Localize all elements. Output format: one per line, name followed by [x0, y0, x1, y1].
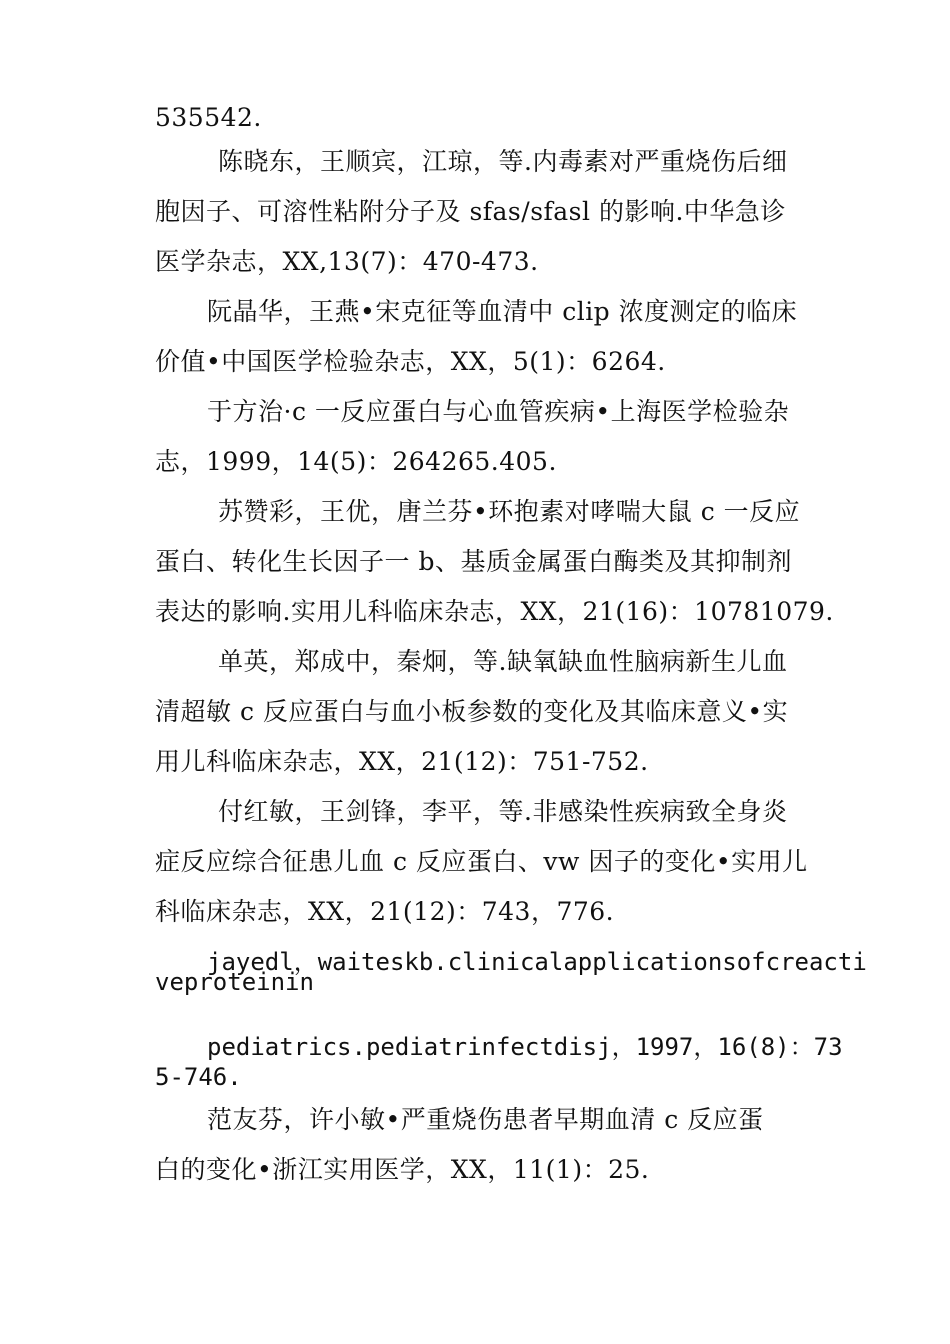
- reference-line: 苏赞彩，王优，唐兰芬•环抱素对哮喘大鼠 c 一反应: [218, 497, 801, 526]
- reference-line: 单英，郑成中，秦炯，等.缺氧缺血性脑病新生儿血: [218, 647, 788, 676]
- reference-line: pediatrics.pediatrinfectdisj，1997，16(8)：73: [207, 1033, 843, 1061]
- reference-line: 医学杂志，XX,13(7)：470-473.: [155, 247, 539, 276]
- reference-line: 价值•中国医学检验杂志，XX，5(1)：6264.: [155, 347, 666, 376]
- reference-line: 阮晶华，王燕•宋克征等血清中 clip 浓度测定的临床: [207, 297, 798, 326]
- reference-line: 于方治·c 一反应蛋白与心血管疾病•上海医学检验杂: [207, 397, 790, 426]
- reference-line: 范友芬，许小敏•严重烧伤患者早期血清 c 反应蛋: [207, 1105, 764, 1134]
- reference-line: 5-746.: [155, 1063, 242, 1091]
- reference-line: 陈晓东，王顺宾，江琼，等.内毒素对严重烧伤后细: [218, 147, 788, 176]
- reference-line: 用儿科临床杂志，XX，21(12)：751-752.: [155, 747, 649, 776]
- reference-line: 症反应综合征患儿血 c 反应蛋白、vw 因子的变化•实用儿: [155, 847, 808, 876]
- reference-line: veproteinin: [155, 968, 314, 996]
- reference-line: 胞因子、可溶性粘附分子及 sfas/sfasl 的影响.中华急诊: [155, 197, 786, 226]
- reference-line: 535542.: [155, 103, 262, 132]
- reference-line: 白的变化•浙江实用医学，XX，11(1)：25.: [155, 1155, 650, 1184]
- reference-line: 蛋白、转化生长因子一 b、基质金属蛋白酶类及其抑制剂: [155, 547, 792, 576]
- reference-line: 付红敏，王剑锋，李平，等.非感染性疾病致全身炎: [218, 797, 788, 826]
- reference-line: 清超敏 c 反应蛋白与血小板参数的变化及其临床意义•实: [155, 697, 789, 726]
- reference-line: jayedl，waiteskb.clinicalapplicationsofcreacti: [207, 948, 867, 976]
- reference-line: 表达的影响.实用儿科临床杂志，XX，21(16)：10781079.: [155, 597, 834, 626]
- reference-line: 科临床杂志，XX，21(12)：743，776.: [155, 897, 615, 926]
- reference-line: 志，1999，14(5)：264265.405.: [155, 447, 557, 476]
